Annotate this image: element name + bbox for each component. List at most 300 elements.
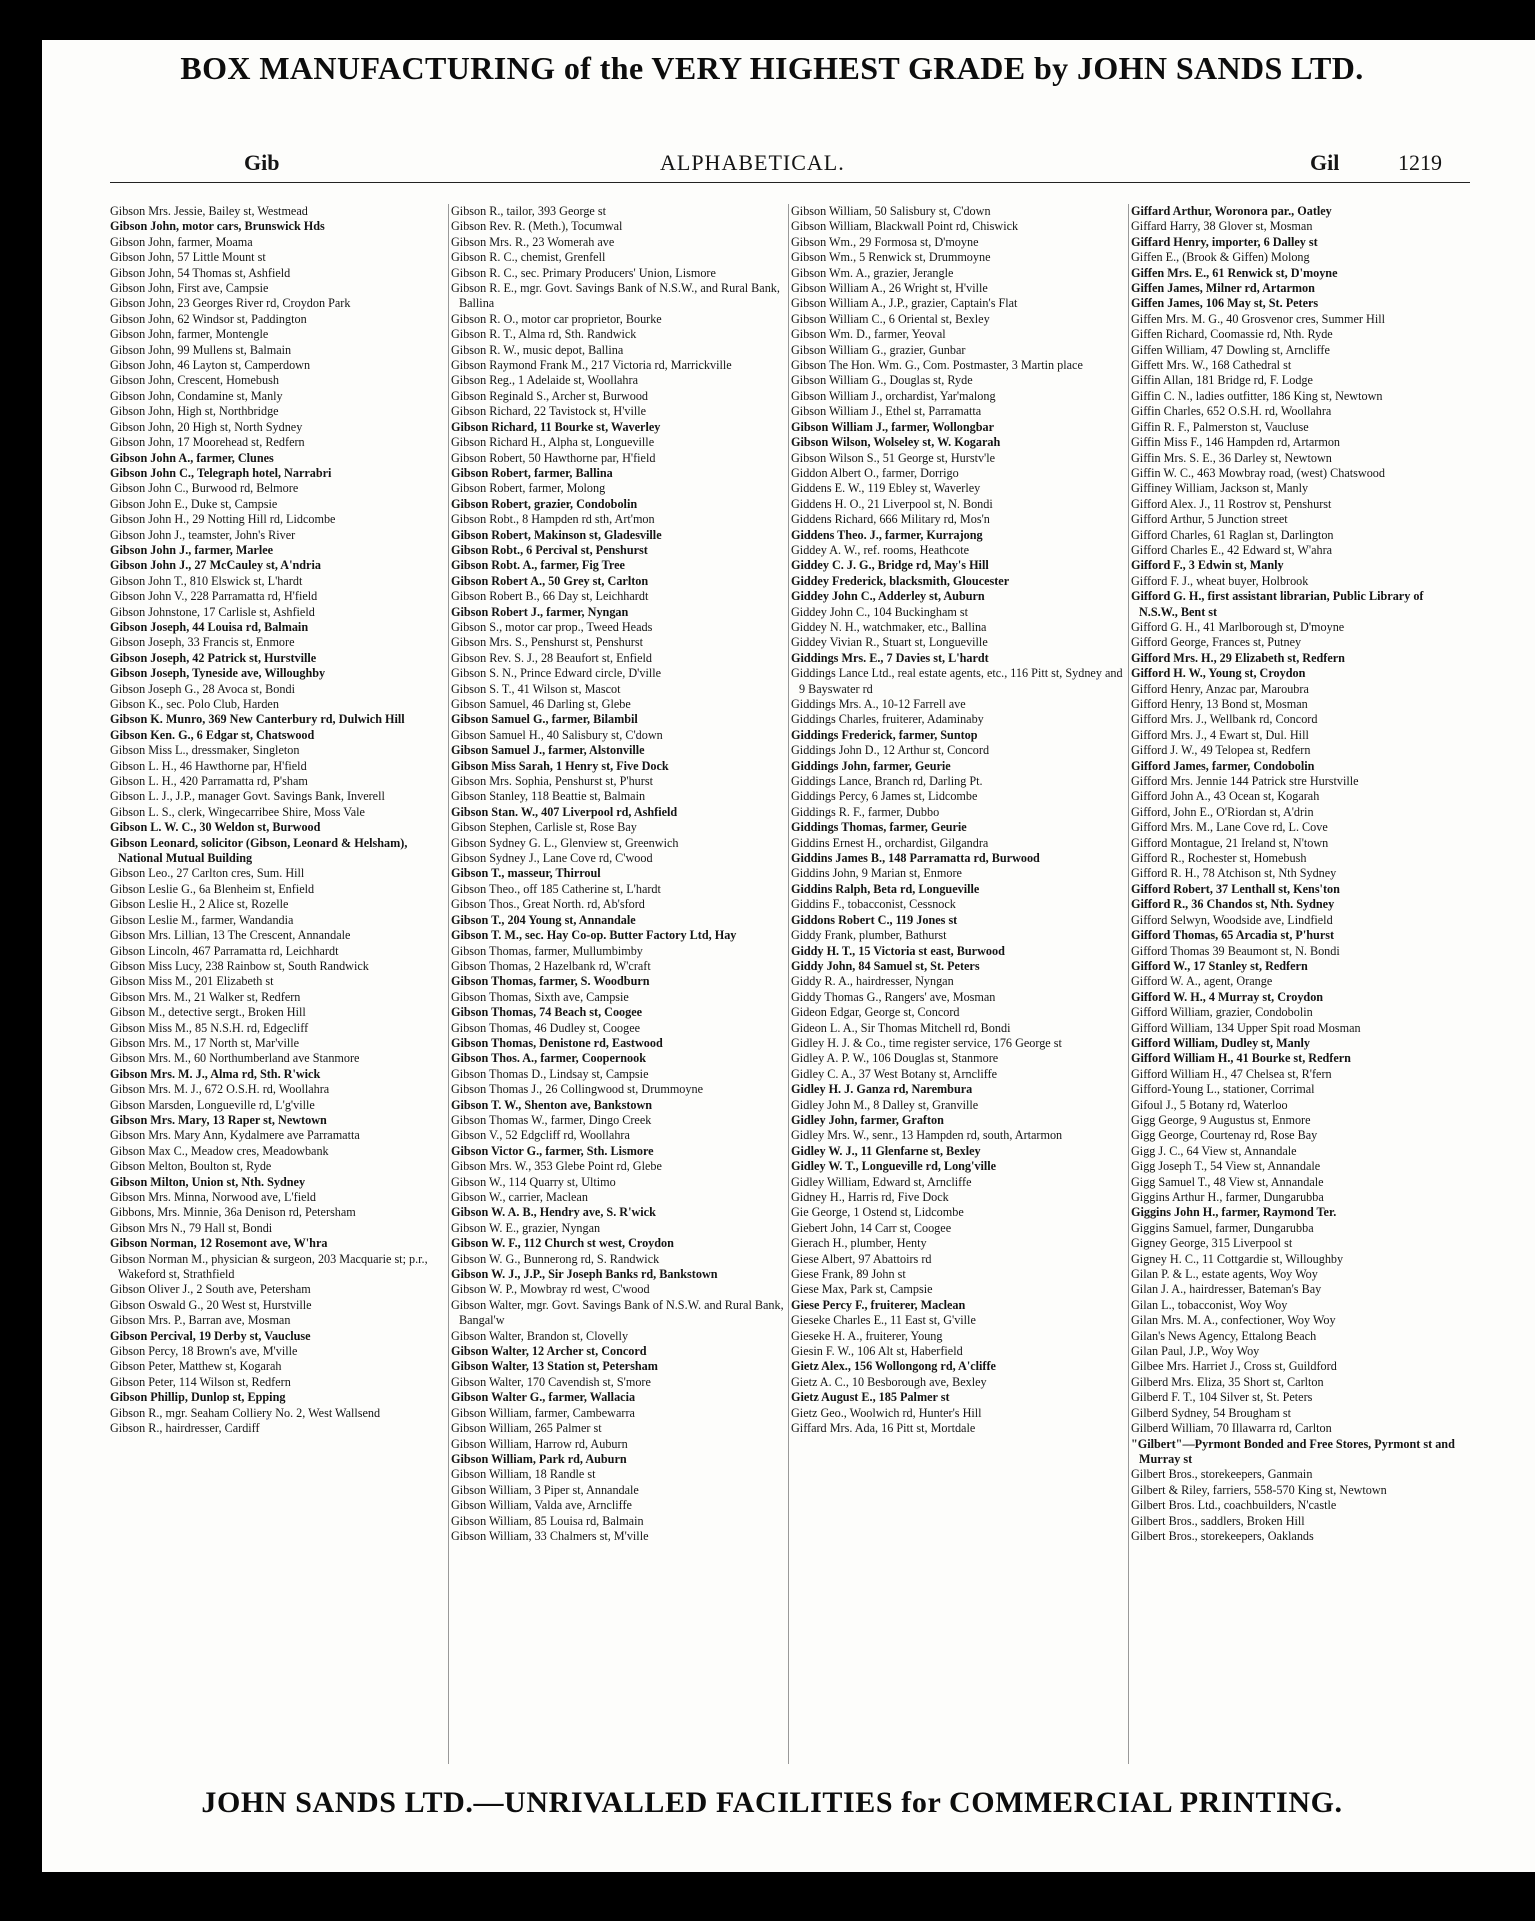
directory-entry: Giddy R. A., hairdresser, Nyngan xyxy=(791,974,954,989)
directory-entry: Gibson W. F., 112 Church st west, Croydon xyxy=(451,1236,674,1251)
directory-entry: Gibson W. A. B., Hendry ave, S. R'wick xyxy=(451,1205,656,1220)
directory-entry: Gibson Wm., 5 Renwick st, Drummoyne xyxy=(791,250,991,265)
directory-entry: Gibson William, Park rd, Auburn xyxy=(451,1451,627,1466)
directory-entry: Gidley Mrs. W., senr., 13 Hampden rd, south, Artarmon xyxy=(791,1128,1063,1143)
directory-entry: Gifford William, Dudley st, Manly xyxy=(1131,1035,1310,1050)
directory-entry: Gilberd Mrs. Eliza, 35 Short st, Carlton xyxy=(1131,1374,1324,1389)
directory-entry: Gifford Selwyn, Woodside ave, Lindfield xyxy=(1131,912,1333,927)
directory-entry: Gifford, John E., O'Riordan st, A'drin xyxy=(1131,804,1314,819)
directory-entry: Gibson Thomas, Sixth ave, Campsie xyxy=(451,989,629,1004)
directory-entry: Gibson R., tailor, 393 George st xyxy=(451,204,607,218)
directory-entry: Gifford Robert, 37 Lenthall st, Kens'ton xyxy=(1131,881,1340,896)
directory-entry: Giffen James, 106 May st, St. Peters xyxy=(1131,296,1319,311)
directory-entry: Gibson Robert, farmer, Ballina xyxy=(451,465,613,480)
directory-entry: Giffett Mrs. W., 168 Cathedral st xyxy=(1131,358,1292,373)
directory-entry: Gigg George, 9 Augustus st, Enmore xyxy=(1131,1112,1311,1127)
directory-entry: Gibson L. S., clerk, Wingecarribee Shire, Moss Vale xyxy=(110,804,365,819)
directory-entry: Gibson V., 52 Edgcliff rd, Woollahra xyxy=(451,1128,630,1143)
directory-entry: Gidney H., Harris rd, Five Dock xyxy=(791,1190,949,1204)
directory-entry: Gilberd Sydney, 54 Brougham st xyxy=(1131,1405,1292,1420)
directory-entry: Giddy Frank, plumber, Bathurst xyxy=(791,928,947,943)
directory-entry: Gilan Mrs. M. A., confectioner, Woy Woy xyxy=(1131,1313,1336,1328)
directory-entry: Gibson Marsden, Longueville rd, L'g'ville xyxy=(110,1097,315,1112)
directory-entry: Gibson John J., 27 McCauley st, A'ndria xyxy=(110,558,321,573)
directory-entry: Giese Percy F., fruiterer, Maclean xyxy=(791,1297,966,1312)
directory-entry: Gifford Mrs. M., Lane Cove rd, L. Cove xyxy=(1131,820,1328,835)
directory-entry: Gilberd William, 70 Illawarra rd, Carlton xyxy=(1131,1421,1332,1436)
directory-entry: Gilbert Bros., saddlers, Broken Hill xyxy=(1131,1513,1305,1528)
directory-entry: Gibson Robt., 6 Percival st, Penshurst xyxy=(451,542,648,557)
directory-entry: Gibson Thomas W., farmer, Dingo Creek xyxy=(451,1112,652,1127)
directory-entry: Gibson T., 204 Young st, Annandale xyxy=(451,912,636,927)
directory-entry: Gibson Sydney J., Lane Cove rd, C'wood xyxy=(451,851,653,866)
directory-entry: Giddins Ralph, Beta rd, Longueville xyxy=(791,881,980,896)
directory-entry: Gibson Walter, 170 Cavendish st, S'more xyxy=(451,1374,651,1389)
directory-entry: Gibson John, High st, Northbridge xyxy=(110,404,279,419)
directory-entry: Giddey Vivian R., Stuart st, Longueville xyxy=(791,635,988,650)
directory-entry: Gibson W. E., grazier, Nyngan xyxy=(451,1220,601,1235)
directory-entry: Giddins Ernest H., orchardist, Gilgandra xyxy=(791,835,989,850)
directory-entry: Gibson Mrs. Minna, Norwood ave, L'field xyxy=(110,1190,316,1204)
directory-entry: Giffin Charles, 652 O.S.H. rd, Woollahra xyxy=(1131,404,1332,419)
directory-entry: Giddey Frederick, blacksmith, Gloucester xyxy=(791,573,1010,588)
directory-entry: Gibson Walter, 13 Station st, Petersham xyxy=(451,1359,658,1374)
directory-entry: Gibson John, 17 Moorehead st, Redfern xyxy=(110,435,305,450)
directory-entry: Gibson John, 99 Mullens st, Balmain xyxy=(110,342,292,357)
directory-entry: Gigg George, Courtenay rd, Rose Bay xyxy=(1131,1128,1318,1143)
directory-entry: Giddey N. H., watchmaker, etc., Ballina xyxy=(791,619,987,634)
directory-entry: Gibson M., detective sergt., Broken Hill xyxy=(110,1005,306,1020)
directory-entry: Gibson Mrs. Sophia, Penshurst st, P'hurst xyxy=(451,774,653,789)
directory-entry: Gifford G. H., 41 Marlborough st, D'moyne xyxy=(1131,619,1345,634)
directory-entry: Gibson Robert, grazier, Condobolin xyxy=(451,496,638,511)
directory-entry: Gibson Leslie G., 6a Blenheim st, Enfield xyxy=(110,881,315,896)
directory-entry: Gibson Oswald G., 20 West st, Hurstville xyxy=(110,1297,312,1312)
directory-entry: Gidley John, farmer, Grafton xyxy=(791,1112,944,1127)
directory-entry: Gibson K. Munro, 369 New Canterbury rd, Dulwich Hill xyxy=(110,712,405,727)
directory-entry: Gidley William, Edward st, Arncliffe xyxy=(791,1174,972,1189)
directory-entry: Giddy H. T., 15 Victoria st east, Burwood xyxy=(791,943,1005,958)
directory-entry: Gibson William J., farmer, Wollongbar xyxy=(791,419,995,434)
directory-entry: Gibson Rev. R. (Meth.), Tocumwal xyxy=(451,219,623,234)
directory-entry: Gibson Samuel J., farmer, Alstonville xyxy=(451,743,645,758)
directory-entry: Giddens Richard, 666 Military rd, Mos'n xyxy=(791,512,990,527)
directory-entry: Gibson Wm. A., grazier, Jerangle xyxy=(791,265,954,280)
directory-entry: Gibson Reginald S., Archer st, Burwood xyxy=(451,388,649,403)
directory-entry: Gibson Stephen, Carlisle st, Rose Bay xyxy=(451,820,637,835)
directory-entry: Giddings Thomas, farmer, Geurie xyxy=(791,820,967,835)
directory-entry: Gibson Miss Lucy, 238 Rainbow st, South Randwick xyxy=(110,958,369,973)
directory-entry: Gibson Walter, Brandon st, Clovelly xyxy=(451,1328,629,1343)
directory-entry: Giggins Samuel, farmer, Dungarubba xyxy=(1131,1220,1314,1235)
directory-entry: Giddy John, 84 Samuel st, St. Peters xyxy=(791,958,980,973)
directory-entry: Gibson Norman M., physician & surgeon, 203 Macquarie st; p.r., Wakeford st, Strathfield xyxy=(110,1251,428,1282)
directory-entry: Gigg Joseph T., 54 View st, Annandale xyxy=(1131,1159,1321,1174)
directory-entry: Gifford R., 36 Chandos st, Nth. Sydney xyxy=(1131,897,1335,912)
directory-entry: Gibson Max C., Meadow cres, Meadowbank xyxy=(110,1143,329,1158)
directory-entry: Gifford Henry, 13 Bond st, Mosman xyxy=(1131,697,1308,711)
directory-entry: Gifford F., 3 Edwin st, Manly xyxy=(1131,558,1284,573)
directory-entry: Gibson Richard, 11 Bourke st, Waverley xyxy=(451,419,661,434)
directory-entry: Gibson R. E., mgr. Govt. Savings Bank of N.S.W., and Rural Bank, Ballina xyxy=(451,281,780,311)
directory-entry: Giddins John, 9 Marian st, Enmore xyxy=(791,866,962,881)
directory-entry: Gibson R., mgr. Seaham Colliery No. 2, West Wallsend xyxy=(110,1405,381,1420)
directory-entry: Gidley W. T., Longueville rd, Long'ville xyxy=(791,1159,997,1174)
directory-entry: Gibson John, Crescent, Homebush xyxy=(110,373,279,388)
directory-entry: Gibson Robert J., farmer, Nyngan xyxy=(451,604,629,619)
directory-entry: Gibson R. O., motor car proprietor, Bourke xyxy=(451,311,662,326)
directory-entry: Giffin W. C., 463 Mowbray road, (west) Chatswood xyxy=(1131,465,1385,480)
directory-entry: Gifford Alex. J., 11 Rostrov st, Penshurst xyxy=(1131,496,1332,511)
directory-entry: Gibson Reg., 1 Adelaide st, Woollahra xyxy=(451,373,638,388)
directory-entry: Gibson William J., orchardist, Yar'malong xyxy=(791,388,996,403)
directory-entry: Gigney George, 315 Liverpool st xyxy=(1131,1236,1293,1251)
directory-entry: Giddey John C., Adderley st, Auburn xyxy=(791,589,985,604)
directory-entry: Gibson T. W., Shenton ave, Bankstown xyxy=(451,1097,653,1112)
directory-entry: Gibson Samuel H., 40 Salisbury st, C'down xyxy=(451,727,663,742)
directory-entry: Gieseke Charles E., 11 East st, G'ville xyxy=(791,1313,976,1328)
directory-entry: Gibson W. P., Mowbray rd west, C'wood xyxy=(451,1282,650,1297)
directory-entry: Giffard Harry, 38 Glover st, Mosman xyxy=(1131,219,1313,234)
directory-entry: Gibson Thomas, farmer, S. Woodburn xyxy=(451,974,650,989)
directory-entry: Gideon Edgar, George st, Concord xyxy=(791,1005,960,1020)
directory-entry: Gibson William J., Ethel st, Parramatta xyxy=(791,404,982,419)
directory-entry: Gibson L. H., 46 Hawthorne par, H'field xyxy=(110,758,307,773)
directory-entry: Gibson Lincoln, 467 Parramatta rd, Leichhardt xyxy=(110,943,339,958)
directory-entry: Gibson Wilson S., 51 George st, Hurstv'le xyxy=(791,450,996,465)
directory-entry: Gibson John, 23 Georges River rd, Croydon Park xyxy=(110,296,351,311)
directory-entry: Gibson Miss M., 85 N.S.H. rd, Edgecliff xyxy=(110,1020,309,1035)
directory-entry: Gilbert Bros. Ltd., coachbuilders, N'castle xyxy=(1131,1498,1337,1513)
directory-entry: Gidley W. J., 11 Glenfarne st, Bexley xyxy=(791,1143,981,1158)
directory-entry: Gibson Mrs N., 79 Hall st, Bondi xyxy=(110,1220,273,1235)
directory-entry: Gibson Peter, Matthew st, Kogarah xyxy=(110,1359,282,1374)
directory-entry: Gibson John, 20 High st, North Sydney xyxy=(110,419,303,434)
directory-entry: Gibson John J., teamster, John's River xyxy=(110,527,296,542)
directory-entry: Gibson L. J., J.P., manager Govt. Savings Bank, Inverell xyxy=(110,789,385,804)
directory-entry: Gibson John, 62 Windsor st, Paddington xyxy=(110,311,307,326)
directory-entry: Gibson Thomas, 74 Beach st, Coogee xyxy=(451,1005,643,1020)
directory-entry: Gibson William A., 26 Wright st, H'ville xyxy=(791,281,988,296)
directory-entry: Giebert John, 14 Carr st, Coogee xyxy=(791,1220,952,1235)
directory-entry: Gifford Montague, 21 Ireland st, N'town xyxy=(1131,835,1329,850)
directory-entry: Giffard Arthur, Woronora par., Oatley xyxy=(1131,204,1332,218)
directory-entry: Gibson Miss M., 201 Elizabeth st xyxy=(110,974,274,989)
directory-entry: Gifford Charles E., 42 Edward st, W'ahra xyxy=(1131,542,1333,557)
directory-entry: Giddings John, farmer, Geurie xyxy=(791,758,951,773)
advert-footer: JOHN SANDS LTD.—UNRIVALLED FACILITIES for COMMERCIAL PRINTING. xyxy=(201,1786,1343,1819)
directory-entry: Gibson Samuel, 46 Darling st, Glebe xyxy=(451,697,631,711)
directory-entry: Gidley A. P. W., 106 Douglas st, Stanmore xyxy=(791,1051,999,1066)
directory-entry: Gibson William, 18 Randle st xyxy=(451,1467,596,1482)
directory-entry: Gifford R., Rochester st, Homebush xyxy=(1131,851,1307,866)
directory-entry: Gifford Arthur, 5 Junction street xyxy=(1131,512,1288,527)
directory-entry: Gibson Walter G., farmer, Wallacia xyxy=(451,1390,636,1405)
directory-entry: Gibson Mrs. R., 23 Womerah ave xyxy=(451,234,615,249)
directory-entry: Gibson Leo., 27 Carlton cres, Sum. Hill xyxy=(110,866,305,881)
directory-entry: Gierach H., plumber, Henty xyxy=(791,1236,927,1251)
directory-entry: Giffard Henry, importer, 6 Dalley st xyxy=(1131,234,1318,249)
directory-entry: Giffin C. N., ladies outfitter, 186 King st, Newtown xyxy=(1131,388,1383,403)
directory-entry: Gifford Henry, Anzac par, Maroubra xyxy=(1131,681,1309,696)
directory-entry: Gibson R. W., music depot, Ballina xyxy=(451,342,624,357)
directory-entry: Gifford John A., 43 Ocean st, Kogarah xyxy=(1131,789,1320,804)
directory-entry: Giffen Mrs. M. G., 40 Grosvenor cres, Summer Hill xyxy=(1131,311,1385,326)
directory-entry: Gideon L. A., Sir Thomas Mitchell rd, Bondi xyxy=(791,1020,1011,1035)
directory-entry: Giffen Mrs. E., 61 Renwick st, D'moyne xyxy=(1131,265,1338,280)
directory-entry: Gifford W. A., agent, Orange xyxy=(1131,974,1273,989)
directory-entry: Gibson Rev. S. J., 28 Beaufort st, Enfield xyxy=(451,650,652,665)
directory-entry: Gibson L. H., 420 Parramatta rd, P'sham xyxy=(110,774,308,789)
directory-entry: Gibson Joseph G., 28 Avoca st, Bondi xyxy=(110,681,295,696)
directory-entry: Giffin R. F., Palmerston st, Vaucluse xyxy=(1131,419,1309,434)
directory-entry: Gibson John A., farmer, Clunes xyxy=(110,450,274,465)
directory-entry: Gibson William A., J.P., grazier, Captain's Flat xyxy=(791,296,1018,311)
directory-entry: Gibson John C., Telegraph hotel, Narrabri xyxy=(110,465,332,480)
directory-entry: Gibson Peter, 114 Wilson st, Redfern xyxy=(110,1374,291,1389)
directory-entry: Giggins John H., farmer, Raymond Ter. xyxy=(1131,1205,1337,1220)
directory-entry: Gifford W. H., 4 Murray st, Croydon xyxy=(1131,989,1324,1004)
directory-entry: Gibson William, 50 Salisbury st, C'down xyxy=(791,204,991,218)
directory-entry: Gibson Raymond Frank M., 217 Victoria rd, Marrickville xyxy=(451,358,732,373)
directory-entry: Giddy Thomas G., Rangers' ave, Mosman xyxy=(791,989,996,1004)
directory-entry: Gibson William, 265 Palmer st xyxy=(451,1421,602,1436)
directory-entry: Gibson William, 33 Chalmers st, M'ville xyxy=(451,1528,649,1543)
directory-entry: Giddins F., tobacconist, Cessnock xyxy=(791,897,956,912)
directory-entry: Gifford H. W., Young st, Croydon xyxy=(1131,666,1306,681)
directory-entry: Gibson Theo., off 185 Catherine st, L'hardt xyxy=(451,881,661,896)
directory-entry: Gibson Leslie H., 2 Alice st, Rozelle xyxy=(110,897,289,912)
directory-entry: Gibson William, 85 Louisa rd, Balmain xyxy=(451,1513,644,1528)
directory-entry: Gilbert & Riley, farriers, 558-570 King st, Newtown xyxy=(1131,1482,1387,1497)
directory-entry: Gifford Charles, 61 Raglan st, Darlington xyxy=(1131,527,1334,542)
directory-entry: Gibson John J., farmer, Marlee xyxy=(110,542,274,557)
directory-entry: Gibson T., masseur, Thirroul xyxy=(451,866,601,881)
directory-entry: Gibson W. J., J.P., Sir Joseph Banks rd, Bankstown xyxy=(451,1267,718,1282)
directory-entry: Gibson Mrs. Lillian, 13 The Crescent, Annandale xyxy=(110,928,351,943)
directory-entry: Gidley H. J. & Co., time register service, 176 George st xyxy=(791,1035,1062,1050)
directory-entry: Gibson William C., 6 Oriental st, Bexley xyxy=(791,311,990,326)
directory-entry: Gigg Samuel T., 48 View st, Annandale xyxy=(1131,1174,1324,1189)
directory-entry: Giddings Lance Ltd., real estate agents, etc., 116 Pitt st, Sydney and 9 Bayswater rd xyxy=(791,666,1123,696)
directory-entry: Gibson Richard H., Alpha st, Longueville xyxy=(451,435,655,450)
directory-entry: Gibson Phillip, Dunlop st, Epping xyxy=(110,1390,286,1405)
directory-entry: Gibson William, Harrow rd, Auburn xyxy=(451,1436,628,1451)
directory-entry: Gibson Mrs. Jessie, Bailey st, Westmead xyxy=(110,204,308,218)
directory-entry: Giddens Theo. J., farmer, Kurrajong xyxy=(791,527,983,542)
directory-entry: Gibson John, 46 Layton st, Camperdown xyxy=(110,358,311,373)
directory-entry: Gibson Thomas, 46 Dudley st, Coogee xyxy=(451,1020,641,1035)
directory-entry: Gilbee Mrs. Harriet J., Cross st, Guildford xyxy=(1131,1359,1337,1374)
advert-banner: BOX MANUFACTURING of the VERY HIGHEST GRADE by JOHN SANDS LTD. xyxy=(180,50,1364,86)
directory-column-1 xyxy=(108,204,443,1764)
directory-entry: "Gilbert"—Pyrmont Bonded and Free Stores, Pyrmont st and Murray st xyxy=(1131,1436,1455,1466)
directory-entry: Giddens E. W., 119 Ebley st, Waverley xyxy=(791,481,981,496)
directory-entry: Gibson Mrs. W., 353 Glebe Point rd, Glebe xyxy=(451,1159,662,1174)
header-section-title: ALPHABETICAL. xyxy=(660,150,845,175)
directory-entry: Gibson William G., grazier, Gunbar xyxy=(791,342,966,357)
directory-entry: Gibson Walter, 12 Archer st, Concord xyxy=(451,1344,647,1359)
directory-entry: Gibson Miss Sarah, 1 Henry st, Five Dock xyxy=(451,758,669,773)
directory-entry: Gibson Thomas, farmer, Mullumbimby xyxy=(451,943,643,958)
directory-entry: Gibson William, 3 Piper st, Annandale xyxy=(451,1482,639,1497)
directory-entry: Gifford R. H., 78 Atchison st, Nth Sydney xyxy=(1131,866,1337,881)
directory-entry: Gibson John, farmer, Moama xyxy=(110,234,253,249)
directory-entry: Gibson Mrs. P., Barran ave, Mosman xyxy=(110,1313,291,1328)
directory-entry: Gifford Thomas, 65 Arcadia st, P'hurst xyxy=(1131,928,1335,943)
directory-entry: Gifford J. W., 49 Telopea st, Redfern xyxy=(1131,743,1311,758)
directory-entry: Gibson Johnstone, 17 Carlisle st, Ashfield xyxy=(110,604,315,619)
directory-entry: Gibson Oliver J., 2 South ave, Petersham xyxy=(110,1282,311,1297)
directory-entry: Giffen E., (Brook & Giffen) Molong xyxy=(1131,250,1310,265)
directory-entry: Gibson T. M., sec. Hay Co-op. Butter Factory Ltd, Hay xyxy=(451,928,737,943)
directory-entry: Gibson R. T., Alma rd, Sth. Randwick xyxy=(451,327,637,342)
directory-entry: Giddon Albert O., farmer, Dorrigo xyxy=(791,465,959,480)
directory-entry: Gibson W., carrier, Maclean xyxy=(451,1190,588,1204)
directory-entry: Gilbert Bros., storekeepers, Oaklands xyxy=(1131,1528,1314,1543)
directory-entry: Gibson Robt., 8 Hampden rd sth, Art'mon xyxy=(451,512,655,527)
scan-border-top xyxy=(0,0,1535,40)
directory-entry: Gibson W. G., Bunnerong rd, S. Randwick xyxy=(451,1251,660,1266)
directory-entry: Gifford G. H., first assistant librarian, Public Library of N.S.W., Bent st xyxy=(1131,589,1424,619)
directory-entry: Giddings Lance, Branch rd, Darling Pt. xyxy=(791,774,983,789)
directory-entry: Gibson Samuel G., farmer, Bilambil xyxy=(451,712,638,727)
directory-entry: Giesin F. W., 106 Alt st, Haberfield xyxy=(791,1344,963,1359)
directory-entry: Gifford William H., 41 Bourke st, Redfern xyxy=(1131,1051,1351,1066)
directory-entry: Gietz Geo., Woolwich rd, Hunter's Hill xyxy=(791,1405,982,1420)
directory-entry: Giddey A. W., ref. rooms, Heathcote xyxy=(791,542,970,557)
directory-entry: Giese Albert, 97 Abattoirs rd xyxy=(791,1251,932,1266)
directory-entry: Gibson Percy, 18 Brown's ave, M'ville xyxy=(110,1344,298,1359)
directory-entry: Gibson S., motor car prop., Tweed Heads xyxy=(451,619,653,634)
directory-entry: Gifford James, farmer, Condobolin xyxy=(1131,758,1315,773)
directory-entry: Gifford Mrs. H., 29 Elizabeth st, Redfern xyxy=(1131,650,1345,665)
directory-entry: Gifford F. J., wheat buyer, Holbrook xyxy=(1131,573,1309,588)
directory-entry: Gilan L., tobacconist, Woy Woy xyxy=(1131,1297,1288,1312)
directory-entry: Gibson Miss L., dressmaker, Singleton xyxy=(110,743,300,758)
directory-entry: Gibson Joseph, Tyneside ave, Willoughby xyxy=(110,666,326,681)
directory-entry: Giffen William, 47 Dowling st, Arncliffe xyxy=(1131,342,1330,357)
directory-entry: Gibson Mrs. M. J., 672 O.S.H. rd, Woollahra xyxy=(110,1082,330,1097)
directory-entry: Gibson Wm. D., farmer, Yeoval xyxy=(791,327,946,342)
directory-entry: Gibson Sydney G. L., Glenview st, Greenwich xyxy=(451,835,679,850)
directory-entry: Gibson Leonard, solicitor (Gibson, Leonard & Helsham), National Mutual Building xyxy=(110,835,408,866)
directory-entry: Gibson Thomas J., 26 Collingwood st, Drummoyne xyxy=(451,1082,703,1097)
directory-entry: Gibson Robert, Makinson st, Gladesville xyxy=(451,527,662,542)
directory-entry: Gibson Thomas D., Lindsay st, Campsie xyxy=(451,1066,649,1081)
scan-border-left xyxy=(0,0,42,1921)
directory-entry: Gibson W., 114 Quarry st, Ultimo xyxy=(451,1174,616,1189)
directory-entry: Gibbons, Mrs. Minnie, 36a Denison rd, Petersham xyxy=(110,1205,356,1220)
directory-entry: Gibson William, Blackwall Point rd, Chiswick xyxy=(791,219,1019,234)
directory-entry: Gibson The Hon. Wm. G., Com. Postmaster, 3 Martin place xyxy=(791,358,1083,373)
directory-entry: Giddey John C., 104 Buckingham st xyxy=(791,604,969,619)
directory-entry: Gibson Joseph, 42 Patrick st, Hurstville xyxy=(110,650,317,665)
directory-entry: Gibson Robt. A., farmer, Fig Tree xyxy=(451,558,625,573)
directory-entry: Giffen Richard, Coomassie rd, Nth. Ryde xyxy=(1131,327,1333,342)
directory-entry: Gibson Mrs. M., 60 Northumberland ave Stanmore xyxy=(110,1051,360,1066)
directory-entry: Gibson John H., 29 Notting Hill rd, Lidcombe xyxy=(110,512,336,527)
directory-entry: Gibson John, Condamine st, Manly xyxy=(110,388,283,403)
directory-entry: Gietz Alex., 156 Wollongong rd, A'cliffe xyxy=(791,1359,996,1374)
directory-entry: Giffin Allan, 181 Bridge rd, F. Lodge xyxy=(1131,373,1313,388)
directory-entry: Gibson John, motor cars, Brunswick Hds xyxy=(110,219,325,234)
directory-entry: Gibson Thomas, Denistone rd, Eastwood xyxy=(451,1035,663,1050)
directory-entry: Gibson S. N., Prince Edward circle, D'ville xyxy=(451,666,662,681)
directory-column-3 xyxy=(788,204,1124,1764)
directory-entry: Gibson Wilson, Wolseley st, W. Kogarah xyxy=(791,435,1001,450)
directory-entry: Gibson John E., Duke st, Campsie xyxy=(110,496,278,511)
directory-entry: Gifford William H., 47 Chelsea st, R'fern xyxy=(1131,1066,1332,1081)
directory-entry: Gibson Joseph, 33 Francis st, Enmore xyxy=(110,635,295,650)
directory-entry: Gilbert Bros., storekeepers, Ganmain xyxy=(1131,1467,1313,1482)
directory-entry: Gibson Joseph, 44 Louisa rd, Balmain xyxy=(110,619,309,634)
directory-columns xyxy=(108,204,1478,1764)
directory-entry: Gibson L. W. C., 30 Weldon st, Burwood xyxy=(110,820,321,835)
directory-entry: Gifford Mrs. J., 4 Ewart st, Dul. Hill xyxy=(1131,727,1309,742)
directory-entry: Gibson Melton, Boulton st, Ryde xyxy=(110,1159,272,1174)
directory-entry: Gilan Paul, J.P., Woy Woy xyxy=(1131,1344,1260,1359)
directory-entry: Giddings R. F., farmer, Dubbo xyxy=(791,804,940,819)
directory-entry: Gibson William G., Douglas st, Ryde xyxy=(791,373,973,388)
directory-entry: Gigg J. C., 64 View st, Annandale xyxy=(1131,1143,1297,1158)
directory-entry: Gibson Stan. W., 407 Liverpool rd, Ashfield xyxy=(451,804,678,819)
directory-entry: Gibson Thomas, 2 Hazelbank rd, W'craft xyxy=(451,958,651,973)
directory-entry: Gibson John, 57 Little Mount st xyxy=(110,250,266,265)
directory-entry: Gilan J. A., hairdresser, Bateman's Bay xyxy=(1131,1282,1322,1297)
directory-entry: Gibson Victor G., farmer, Sth. Lismore xyxy=(451,1143,654,1158)
directory-entry: Gibson Mrs. M., 21 Walker st, Redfern xyxy=(110,989,301,1004)
directory-entry: Gibson R. C., sec. Primary Producers' Union, Lismore xyxy=(451,265,716,280)
directory-entry: Giddings Mrs. E., 7 Davies st, L'hardt xyxy=(791,650,989,665)
directory-entry: Giddings Charles, fruiterer, Adaminaby xyxy=(791,712,984,727)
directory-entry: Gifford William, 134 Upper Spit road Mosman xyxy=(1131,1020,1361,1035)
directory-entry: Gibson R., hairdresser, Cardiff xyxy=(110,1421,260,1436)
directory-entry: Gifford Mrs. Jennie 144 Patrick stre Hurstville xyxy=(1131,774,1359,789)
directory-column-4 xyxy=(1128,204,1464,1764)
directory-entry: Gibson K., sec. Polo Club, Harden xyxy=(110,697,279,711)
directory-entry: Gibson William, Valda ave, Arncliffe xyxy=(451,1498,632,1513)
directory-entry: Giddens H. O., 21 Liverpool st, N. Bondi xyxy=(791,496,993,511)
directory-entry: Gibson John T., 810 Elswick st, L'hardt xyxy=(110,573,303,588)
directory-entry: Gifford-Young L., stationer, Corrimal xyxy=(1131,1082,1315,1097)
directory-entry: Giddings Frederick, farmer, Suntop xyxy=(791,727,978,742)
directory-entry: Gifford William, grazier, Condobolin xyxy=(1131,1005,1313,1020)
directory-entry: Gidley C. A., 37 West Botany st, Arncliffe xyxy=(791,1066,998,1081)
directory-entry: Gibson Thos., Great North. rd, Ab'sford xyxy=(451,897,645,912)
directory-entry: Gibson Percival, 19 Derby st, Vaucluse xyxy=(110,1328,311,1343)
directory-entry: Gigney H. C., 11 Cottgardie st, Willoughby xyxy=(1131,1251,1344,1266)
directory-entry: Giffin Miss F., 146 Hampden rd, Artarmon xyxy=(1131,435,1341,450)
directory-column-2 xyxy=(448,204,784,1764)
directory-entry: Gidley H. J. Ganza rd, Narembura xyxy=(791,1082,973,1097)
directory-entry: Gibson Mrs. Mary Ann, Kydalmere ave Parramatta xyxy=(110,1128,360,1143)
directory-entry: Giddons Robert C., 119 Jones st xyxy=(791,912,958,927)
directory-entry: Giese Max, Park st, Campsie xyxy=(791,1282,933,1297)
directory-entry: Gibson John, 54 Thomas st, Ashfield xyxy=(110,265,291,280)
directory-entry: Gieseke H. A., fruiterer, Young xyxy=(791,1328,943,1343)
directory-entry: Gibson Richard, 22 Tavistock st, H'ville xyxy=(451,404,647,419)
header-last-word: Gil xyxy=(1310,150,1340,175)
directory-entry: Gibson Mrs. M. J., Alma rd, Sth. R'wick xyxy=(110,1066,321,1081)
directory-entry: Gilan's News Agency, Ettalong Beach xyxy=(1131,1328,1317,1343)
directory-entry: Gietz A. C., 10 Besborough ave, Bexley xyxy=(791,1374,987,1389)
directory-entry: Gibson Mrs. M., 17 North st, Mar'ville xyxy=(110,1035,300,1050)
directory-entry: Gibson Mrs. Mary, 13 Raper st, Newtown xyxy=(110,1112,327,1127)
directory-entry: Gibson Mrs. S., Penshurst st, Penshurst xyxy=(451,635,643,650)
directory-entry: Giffard Mrs. Ada, 16 Pitt st, Mortdale xyxy=(791,1421,976,1436)
directory-entry: Giese Frank, 89 John st xyxy=(791,1267,906,1282)
